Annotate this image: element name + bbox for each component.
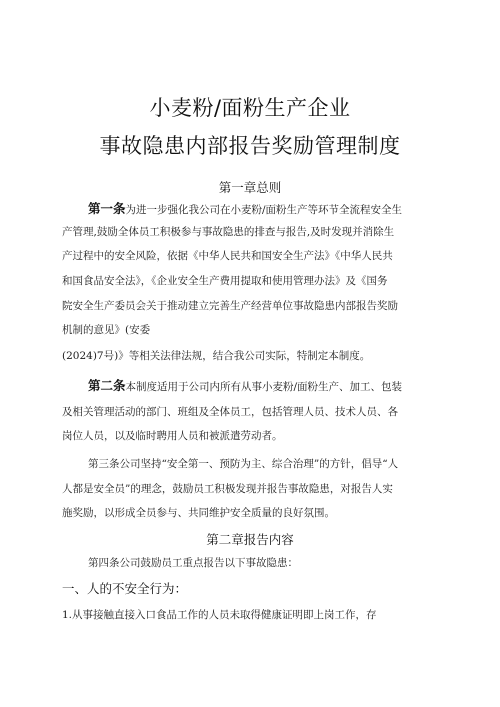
article-1-first-line — [88, 202, 402, 217]
article-1-line: 产过程中的安全风险，依据《中华人民共和国安全生产法》《中华人民共 — [62, 250, 393, 262]
article-2-lead: 第二条 — [88, 378, 126, 393]
article-1-line: 院安全生产委员会关于推动建立完善生产经营单位事故隐患内部报告奖励 — [62, 300, 398, 312]
article-1-line: 和国食品安全法》，《企业安全生产费用提取和使用管理办法》及《国务 — [62, 275, 388, 287]
item-1-text: 1.从事接触直接入口食品工作的人员未取得健康证明即上岗工作，存 — [62, 609, 377, 621]
article-1-line: 产管理,鼓励全体员工积极参与事故隐患的排查与报告,及时发现并消除生 — [62, 226, 395, 238]
article-1-text: 为进一步强化我公司在小麦粉/面粉生产等环节全流程安全生 — [125, 204, 403, 216]
article-3-line: 第三条公司坚持“安全第一、预防为主、综合治理”的方针，倡导“人 — [88, 458, 399, 470]
article-2-line: 及相关管理活动的部门、班组及全体员工，包括管理人员、技术人员、各 — [62, 406, 398, 418]
chapter-1-heading: 第一章总则 — [218, 180, 282, 195]
document-title-line-1: 小麦粉/面粉生产企业 — [149, 96, 351, 120]
chapter-2-heading: 第二章报告内容 — [206, 532, 294, 547]
article-1-line: (2024)7号)》等相关法律法规，结合我公司实际，特制定本制度。 — [62, 350, 371, 362]
document-title-line-2: 事故隐患内部报告奖励管理制度 — [99, 134, 401, 158]
article-1-lead: 第一条 — [88, 201, 126, 216]
article-3-line: 人都是安全员”的理念，鼓励员工积极发现并报告事故隐患，对报告人实 — [62, 483, 393, 495]
article-2-text: 本制度适用于公司内所有从事小麦粉/面粉生产、加工、包装 — [125, 381, 403, 393]
article-4-text: 第四条公司鼓励员工重点报告以下事故隐患： — [88, 557, 298, 569]
article-2-line: 岗位人员，以及临时聘用人员和被派遣劳动者。 — [62, 430, 283, 442]
article-2-first-line — [88, 379, 402, 394]
section-1-heading: 一、人的不安全行为： — [62, 581, 188, 596]
article-1-line: 机制的意见》(安委 — [62, 324, 151, 336]
article-3-line: 施奖励，以形成全员参与、共同维护安全质量的良好氛围。 — [62, 507, 335, 519]
